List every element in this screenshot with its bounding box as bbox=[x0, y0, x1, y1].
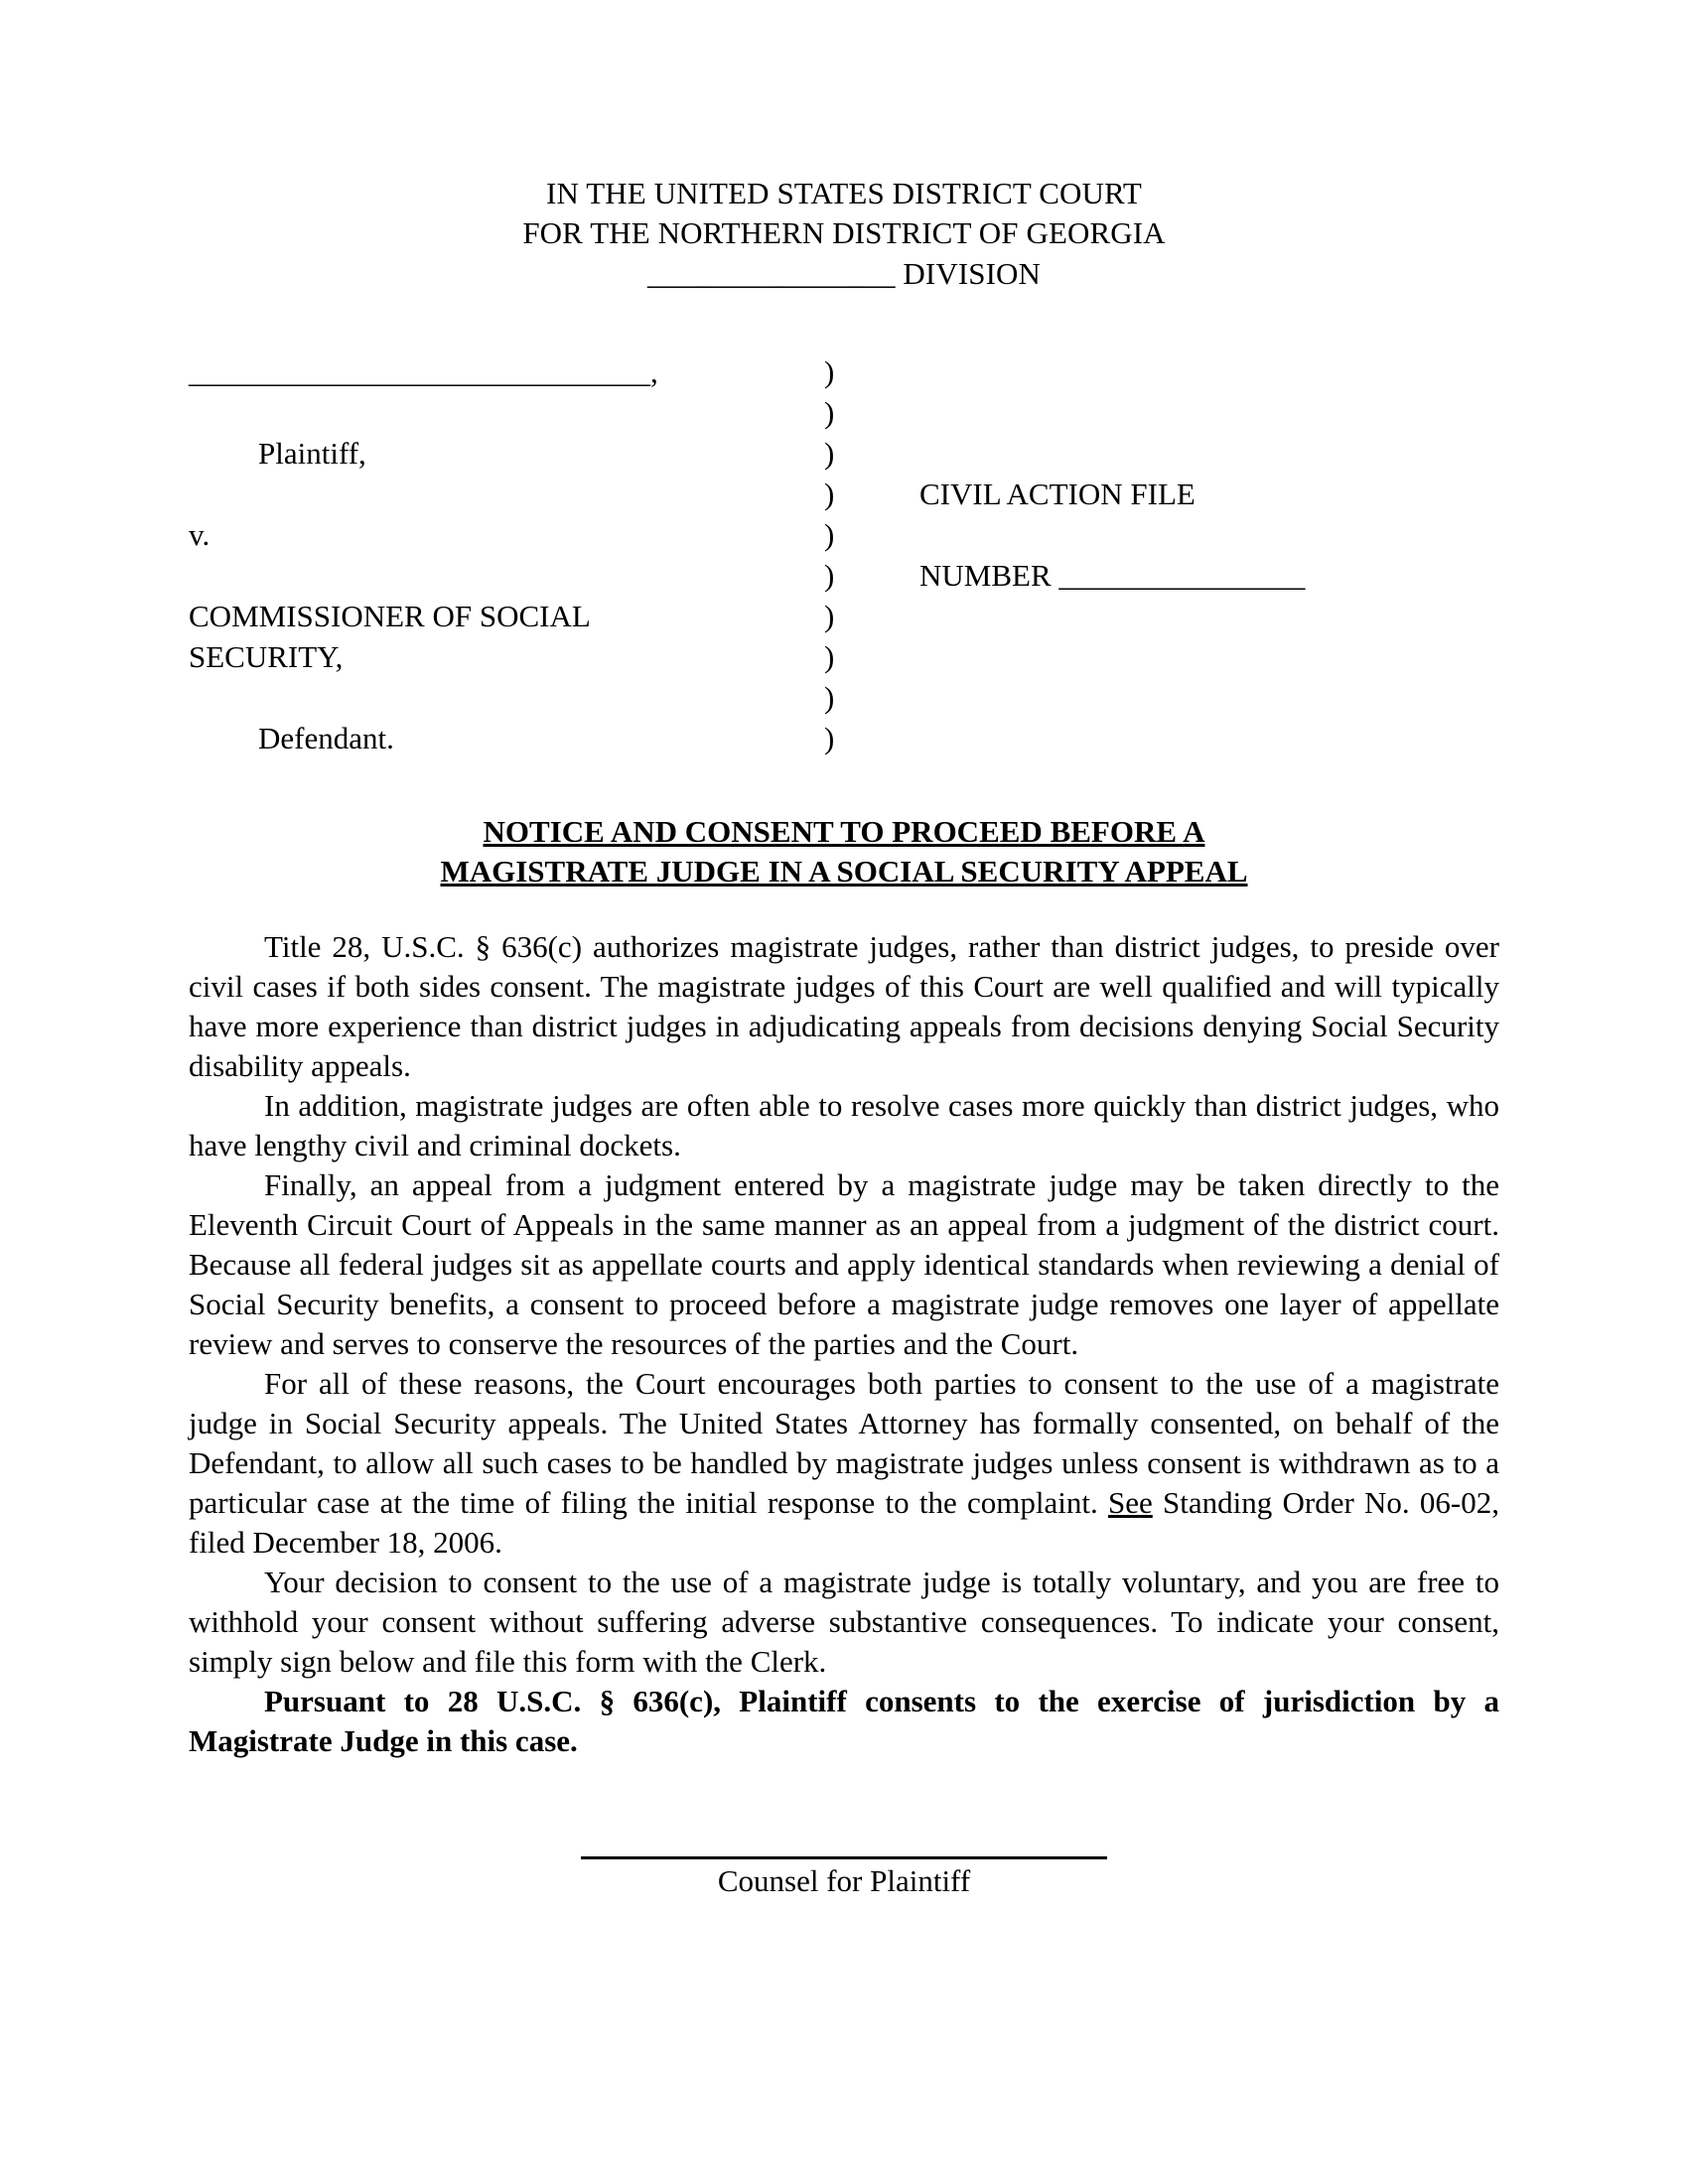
caption-paren: ) bbox=[824, 598, 835, 633]
defendant-name-line-1: COMMISSIONER OF SOCIAL bbox=[189, 598, 591, 633]
body-paragraph-1: Title 28, U.S.C. § 636(c) authorizes magistrate judges, rather than district judges, to preside over civil cases if both sides consent. The magistrate judges of this Court are well qualified and will typically have more experience than district judges in adjudicating appeals from decisions denying Social Security disability appeals. bbox=[189, 928, 1499, 1083]
plaintiff-label: Plaintiff, bbox=[258, 435, 366, 471]
signature-block bbox=[189, 1856, 1499, 1901]
court-header bbox=[189, 174, 1499, 294]
see-citation-signal: See bbox=[1108, 1484, 1153, 1520]
body-paragraph-4 bbox=[189, 1364, 1499, 1563]
caption-paren: ) bbox=[824, 353, 835, 389]
signature-label: Counsel for Plaintiff bbox=[717, 1862, 971, 1898]
body-paragraph-2: In addition, magistrate judges are often able to resolve cases more quickly than district judges, who have lengthy civil and criminal dockets. bbox=[189, 1087, 1499, 1162]
caption-paren: ) bbox=[824, 679, 835, 715]
civil-action-file-label: CIVIL ACTION FILE bbox=[919, 476, 1196, 511]
caption-paren: ) bbox=[824, 516, 835, 552]
body-paragraph-4-part-a: For all of these reasons, the Court encourages both parties to consent to the use of a magistrate judge in Social Security appeals. The United States Attorney has formally consented, on behalf of the Defendant, to allow all such cases to be handled by magistrate judges unless consent is withdrawn as to a particular case at the time of filing the initial response to the complaint. bbox=[189, 1365, 1499, 1520]
caption-paren: ) bbox=[824, 638, 835, 674]
court-header-line-3: ________________ DIVISION bbox=[646, 255, 1041, 291]
caption-paren: ) bbox=[824, 720, 835, 755]
versus-label: v. bbox=[189, 516, 211, 552]
document-title-line-2: MAGISTRATE JUDGE IN A SOCIAL SECURITY APPEAL bbox=[440, 853, 1248, 888]
caption-parties bbox=[189, 351, 824, 758]
caption-paren: ) bbox=[824, 435, 835, 471]
court-header-line-1: IN THE UNITED STATES DISTRICT COURT bbox=[546, 176, 1142, 210]
caption-paren: ) bbox=[824, 476, 835, 511]
caption-paren: ) bbox=[824, 394, 835, 430]
document-title-line-1: NOTICE AND CONSENT TO PROCEED BEFORE A bbox=[483, 813, 1205, 849]
defendant-name-line-2: SECURITY, bbox=[189, 638, 344, 674]
court-header-line-2: FOR THE NORTHERN DISTRICT OF GEORGIA bbox=[522, 215, 1166, 251]
consent-statement: Pursuant to 28 U.S.C. § 636(c), Plaintiff consents to the exercise of jurisdiction by a Magistrate Judge in this case. bbox=[189, 1683, 1499, 1758]
plaintiff-name-blank: ______________________________, bbox=[189, 353, 658, 389]
caption-paren: ) bbox=[824, 557, 835, 593]
body-paragraph-3: Finally, an appeal from a judgment entered by a magistrate judge may be taken directly to the Eleventh Circuit Court of Appeals in the same manner as an appeal from a judgment of the district court. Because all federal judges sit as appellate courts and apply identical standards when reviewing a denial of Social Security benefits, a consent to proceed before a magistrate judge removes one layer of appellate review and serves to conserve the resources of the parties and the Court. bbox=[189, 1166, 1499, 1361]
case-number-field: NUMBER ________________ bbox=[919, 557, 1306, 593]
document-body bbox=[189, 927, 1499, 1761]
caption-paren-column bbox=[824, 351, 884, 758]
defendant-label: Defendant. bbox=[258, 720, 394, 755]
body-paragraph-4-part-b: Standing Order No. 06-02, filed December 18, 2006. bbox=[189, 1484, 1499, 1560]
case-caption bbox=[189, 351, 1499, 758]
document-title bbox=[189, 812, 1499, 891]
caption-case-info bbox=[884, 351, 1305, 596]
body-paragraph-5: Your decision to consent to the use of a magistrate judge is totally voluntary, and you are free to withhold your consent without suffering adverse substantive consequences. To indicate your consent, simply sign below and file this form with the Clerk. bbox=[189, 1564, 1499, 1679]
